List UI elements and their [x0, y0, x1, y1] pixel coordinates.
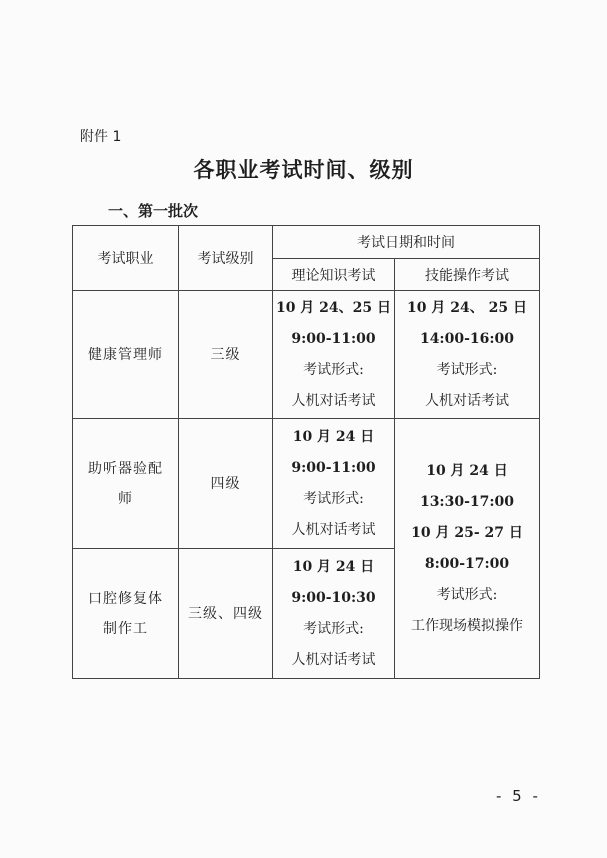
level-text: 三级、四级 — [188, 605, 263, 622]
theory-date: 10 月 24 日 — [292, 428, 375, 445]
skill-cell — [395, 291, 540, 419]
skill-date: 10 月 24、 25 日 — [407, 299, 527, 316]
level-text: 四级 — [210, 475, 241, 492]
occupation-cell — [73, 291, 179, 419]
attachment-label: 附件 1 — [80, 129, 122, 145]
skill-time-2: 8:00-17:00 — [424, 555, 510, 572]
level-cell — [179, 549, 273, 679]
theory-form-label: 考试形式: — [303, 361, 364, 378]
header-skill: 技能操作考试 — [395, 259, 540, 291]
skill-form: 工作现场模拟操作 — [411, 617, 523, 634]
theory-time: 9:00-11:00 — [291, 459, 376, 476]
skill-date-1: 10 月 24 日 — [426, 462, 508, 479]
theory-date: 10 月 24、25 日 — [275, 299, 392, 316]
skill-form-label: 考试形式: — [436, 361, 498, 378]
occupation-cell — [73, 419, 179, 549]
theory-cell — [273, 291, 395, 419]
table-row — [73, 419, 540, 549]
theory-form: 人机对话考试 — [291, 651, 376, 668]
table-row — [73, 291, 540, 419]
theory-form-label: 考试形式: — [303, 490, 364, 507]
theory-form: 人机对话考试 — [291, 521, 376, 538]
header-level: 考试级别 — [179, 226, 273, 291]
skill-time-1: 13:30-17:00 — [419, 493, 515, 510]
occupation-text-line1: 助听器验配 — [88, 460, 163, 477]
level-text: 三级 — [210, 346, 241, 363]
occupation-cell — [73, 549, 179, 679]
theory-date: 10 月 24 日 — [292, 558, 375, 575]
occupation-text: 健康管理师 — [88, 346, 163, 363]
exam-schedule-table — [72, 225, 540, 679]
header-date-time: 考试日期和时间 — [273, 226, 540, 259]
skill-cell-merged — [395, 419, 540, 679]
occupation-text-line1: 口腔修复体 — [88, 590, 163, 607]
skill-form: 人机对话考试 — [425, 392, 509, 409]
occupation-text-line2: 制作工 — [103, 620, 148, 637]
level-cell — [179, 291, 273, 419]
skill-time: 14:00-16:00 — [419, 330, 515, 347]
theory-cell — [273, 549, 395, 679]
theory-time: 9:00-10:30 — [291, 589, 376, 606]
header-theory: 理论知识考试 — [273, 259, 395, 291]
skill-form-label: 考试形式: — [436, 586, 498, 603]
theory-time: 9:00-11:00 — [291, 330, 376, 347]
page-number: - 5 - — [496, 787, 541, 805]
section-heading: 一、第一批次 — [108, 202, 199, 220]
theory-form-label: 考试形式: — [303, 620, 364, 637]
theory-cell — [273, 419, 395, 549]
page-title: 各职业考试时间、级别 — [193, 158, 414, 182]
table-header-row — [73, 226, 540, 259]
theory-form: 人机对话考试 — [291, 392, 376, 409]
skill-date-2: 10 月 25- 27 日 — [411, 524, 523, 541]
header-occupation: 考试职业 — [73, 226, 179, 291]
occupation-text-line2: 师 — [118, 490, 133, 507]
level-cell — [179, 419, 273, 549]
